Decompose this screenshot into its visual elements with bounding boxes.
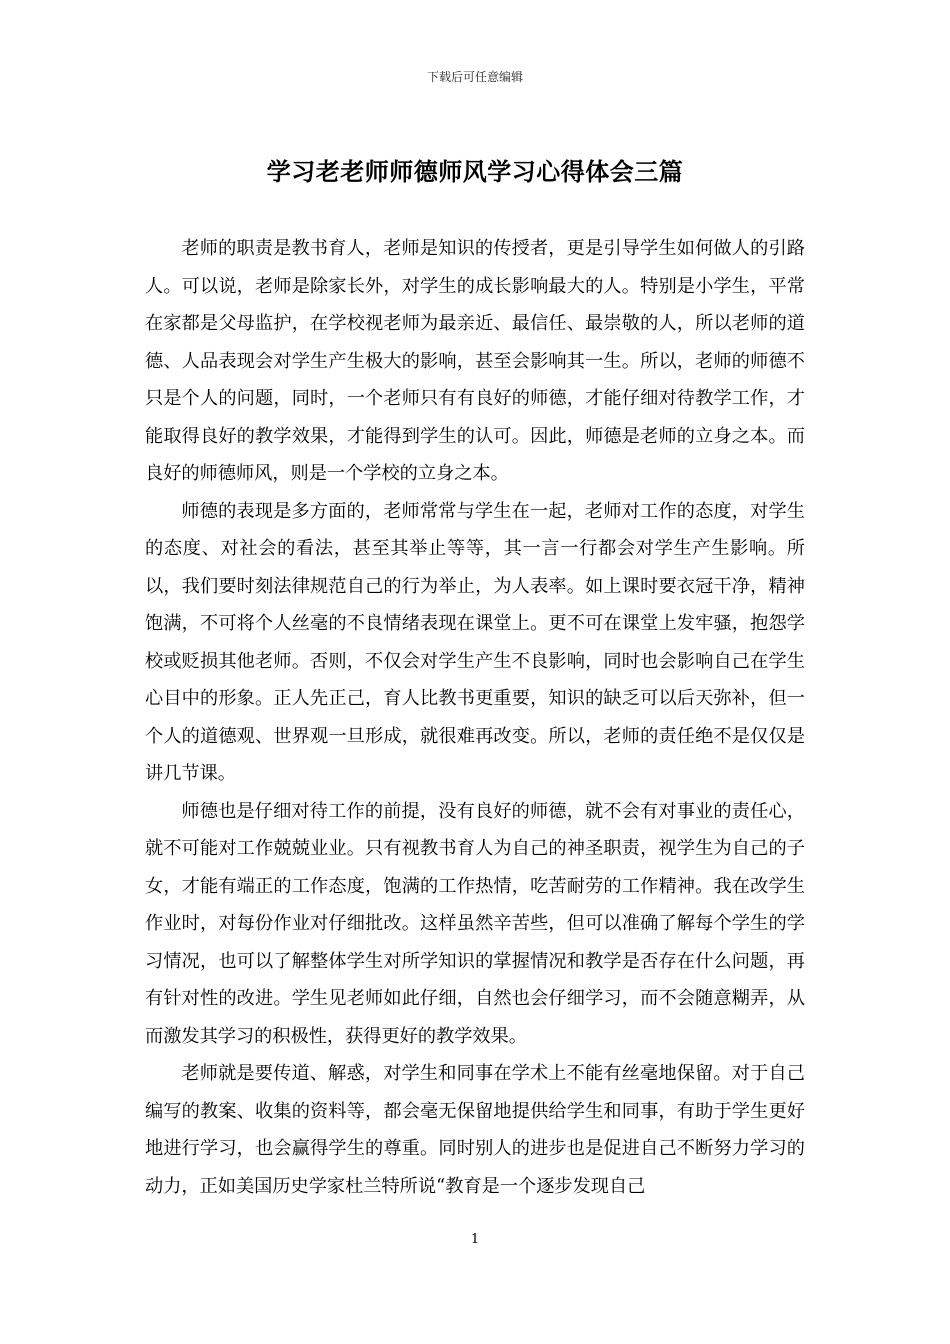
paragraph: 老师的职责是教书育人，老师是知识的传授者，更是引导学生如何做人的引路人。可以说，老师是除家长外，对学生的成长影响最大的人。特别是小学生，平常在家都是父母监护，在学校视老师为最亲近、最信任、最崇敬的人，所以老师的道德、人品表现会对学生产生极大的影响，甚至会影响其一生。所以，老师的师德不只是个人的问题，同时，一个老师只有有良好的师德，才能仔细对待教学工作，才能取得良好的教学效果，才能得到学生的认可。因此，师德是老师的立身之本。而良好的师德师风，则是一个学校的立身之本。 xyxy=(145,238,805,484)
document-body xyxy=(145,230,805,1205)
paragraph: 老师就是要传道、解惑，对学生和同事在学术上不能有丝毫地保留。对于自己编写的教案、收集的资料等，都会毫无保留地提供给学生和同事，有助于学生更好地进行学习，也会赢得学生的尊重。同时别人的进步也是促进自己不断努力学习的动力，正如美国历史学家杜兰特所说“教育是一个逐步发现自己 xyxy=(145,1063,805,1197)
paragraph: 师德的表现是多方面的，老师常常与学生在一起，老师对工作的态度，对学生的态度、对社会的看法，甚至其举止等等，其一言一行都会对学生产生影响。所以，我们要时刻法律规范自己的行为举止，为人表率。如上课时要衣冠干净，精神饱满，不可将个人丝毫的不良情绪表现在课堂上。更不可在课堂上发牢骚，抱怨学校或贬损其他老师。否则，不仅会对学生产生不良影响，同时也会影响自己在学生心目中的形象。正人先正己，育人比教书更重要，知识的缺乏可以后天弥补，但一个人的道德观、世界观一旦形成，就很难再改变。所以，老师的责任绝不是仅仅是讲几节课。 xyxy=(145,500,805,784)
header-note: 下载后可任意编辑 xyxy=(426,70,523,84)
paragraph: 师德也是仔细对待工作的前提，没有良好的师德，就不会有对事业的责任心，就不可能对工作兢兢业业。只有视教书育人为自己的神圣职责，视学生为自己的子女，才能有端正的工作态度，饱满的工作热情，吃苦耐劳的工作精神。我在改学生作业时，对每份作业对仔细批改。这样虽然辛苦些，但可以准确了解每个学生的学习情况，也可以了解整体学生对所学知识的掌握情况和教学是否存在什么问题，再有针对性的改进。学生见老师如此仔细，自然也会仔细学习，而不会随意糊弄，从而激发其学习的积极性，获得更好的教学效果。 xyxy=(145,800,805,1047)
page-number: 1 xyxy=(470,1232,480,1247)
document-title: 学习老老师师德师风学习心得体会三篇 xyxy=(266,157,684,186)
